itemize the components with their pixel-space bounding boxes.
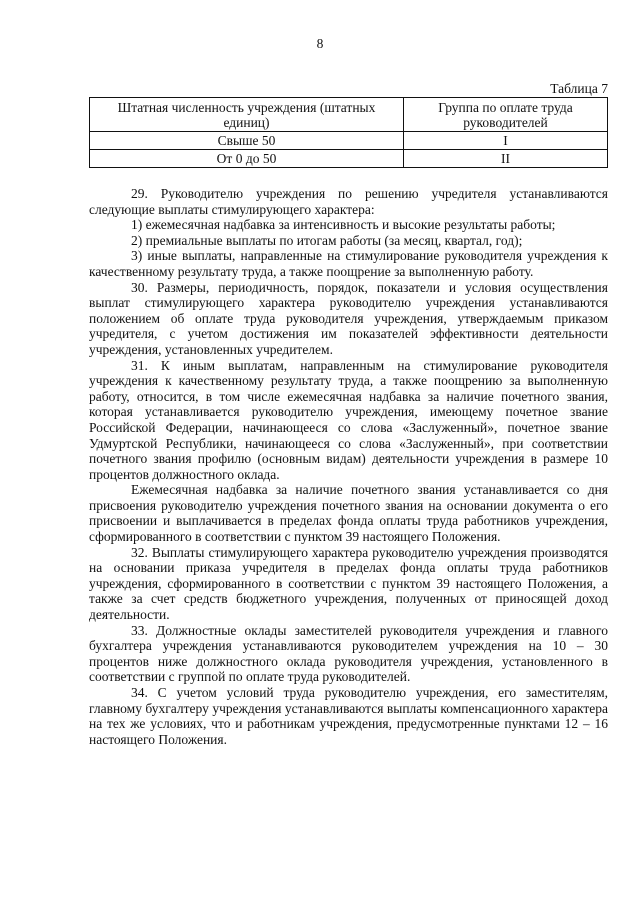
table-cell-pay-group: II xyxy=(404,150,608,168)
table-header-pay-group: Группа по оплате труда руководителей xyxy=(404,98,608,132)
table-row xyxy=(90,150,608,168)
paragraph-31: 31. К иным выплатам, направленным на стимулирование руководителя учреждения к качественному результату труда, а также поощрению за выполненную работу, относится, в том числе ежемесячная надбавка за наличие почетного звания, которая устанавливается руководителю учреждения, имеющему почетное звание Российской Федерации, начинающееся со слова «Заслуженный», почетное звание Удмуртской Республики, начинающееся со слова «Заслуженный», при соответствии почетного звания профилю (основным видам) деятельности учреждения в размере 10 процентов должностного оклада. xyxy=(89,357,608,482)
table-cell-staff-count: От 0 до 50 xyxy=(90,150,404,168)
paragraph-32: 32. Выплаты стимулирующего характера руководителю учреждения производятся на основании приказа учредителя в пределах фонда оплаты труда работников учреждения, сформированного в соответствии с пунктом 39 настоящего Положения, а также за счет средств бюджетного учреждения, полученных от приносящей доход деятельности. xyxy=(89,544,608,623)
pay-group-table xyxy=(89,97,608,168)
table-header-row xyxy=(90,98,608,132)
document-body xyxy=(89,186,608,747)
page-number: 8 xyxy=(316,36,324,51)
list-item-3: 3) иные выплаты, направленные на стимулирование руководителя учреждения к качественному результату труда, а также поощрение за выполненную работу. xyxy=(89,248,608,279)
paragraph-31-continued: Ежемесячная надбавка за наличие почетного звания устанавливается со дня присвоения руководителю учреждения почетного звания на основании документа о его присвоении и выплачивается в пределах фонда оплаты труда работников учреждения, сформированного в соответствии с пунктом 39 настоящего Положения. xyxy=(89,482,608,545)
table-caption: Таблица 7 xyxy=(550,81,608,96)
paragraph-29: 29. Руководителю учреждения по решению учредителя устанавливаются следующие выплаты стимулирующего характера: xyxy=(89,186,608,217)
list-item-1: 1) ежемесячная надбавка за интенсивность и высокие результаты работы; xyxy=(131,217,556,233)
paragraph-33: 33. Должностные оклады заместителей руководителя учреждения и главного бухгалтера учреждения устанавливаются руководителем учреждения на 10 – 30 процентов ниже должностного оклада руководителя учреждения, установленного в соответствии с группой по оплате труда руководителей. xyxy=(89,622,608,685)
table-cell-staff-count: Свыше 50 xyxy=(90,132,404,150)
table-header-staff-count: Штатная численность учреждения (штатных единиц) xyxy=(90,98,404,132)
table-cell-pay-group: I xyxy=(404,132,608,150)
table-row xyxy=(90,132,608,150)
list-item-2: 2) премиальные выплаты по итогам работы (за месяц, квартал, год); xyxy=(131,232,523,248)
paragraph-34: 34. С учетом условий труда руководителю учреждения, его заместителям, главному бухгалтеру учреждения устанавливаются выплаты компенсационного характера на тех же условиях, что и работникам учреждения, предусмотренные пунктами 12 – 16 настоящего Положения. xyxy=(89,685,608,747)
paragraph-30: 30. Размеры, периодичность, порядок, показатели и условия осуществления выплат стимулирующего характера руководителю учреждения устанавливаются положением об оплате труда руководителя учреждения, утверждаемым приказом учредителя, с учетом достижения им показателей эффективности деятельности учреждения, установленных учредителем. xyxy=(89,279,608,357)
